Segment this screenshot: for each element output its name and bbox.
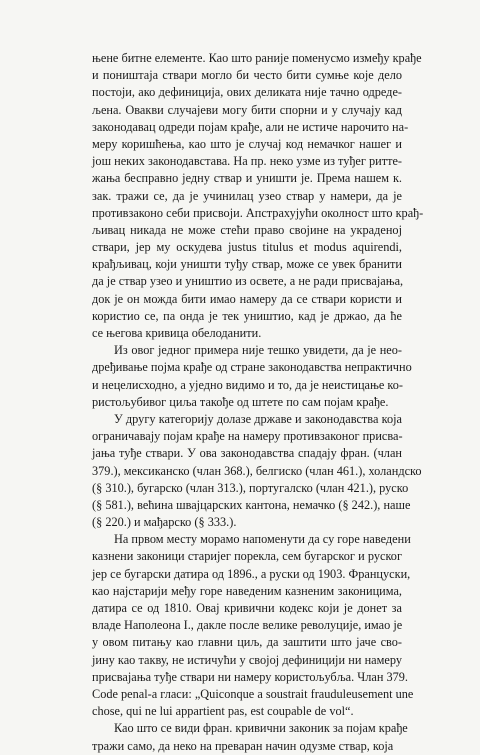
text-line: Из овог једног примера није тешко увидети, да је нео- bbox=[114, 343, 402, 358]
text-line: 379.), мексиканско (члан 368.), белгиско (члан 461.), холандско bbox=[92, 463, 422, 478]
body-text bbox=[92, 50, 424, 755]
paragraph bbox=[92, 342, 412, 411]
text-line: (§ 581.), већина швајцарских кантона, немачко (§ 242.), наше bbox=[92, 497, 411, 512]
text-line: ограничавају појам крађе на намеру противзаконог присва- bbox=[92, 429, 403, 444]
text-line: жања бесправно једну ствар и уништи је. Према нашем к. bbox=[92, 171, 402, 186]
text-line: владе Наполеона I., дакле после велике револуције, имао је bbox=[92, 618, 403, 633]
text-line: противзаконо себи присвоји. Апстрахујући околност што крађ- bbox=[92, 205, 424, 220]
text-line: тражи само, да неко на преваран начин одузме ствар, која bbox=[92, 738, 394, 753]
text-line: јер се бугарски датира од 1896., а руски од 1903. Француски, bbox=[92, 566, 411, 581]
text-line: и нецелисходно, а уједно видимо и то, да је неистицање ко- bbox=[92, 377, 404, 392]
text-line: да је ствар узео и уништио из освете, а не ради присвајања, bbox=[92, 274, 404, 289]
text-line: (§ 220.) и мађарско (§ 333.). bbox=[92, 515, 237, 530]
text-line: постоји, ако дефиниција, ових деликата није тачно одреде- bbox=[92, 85, 402, 100]
text-line: користио се, па онда је тек уништио, кад је држао, да ће bbox=[92, 308, 402, 323]
text-line: датира се од 1810. Овај кривични кодекс који је донет за bbox=[92, 601, 402, 615]
text-line: у овом питању као главни циљ, да заштити што јаче сво- bbox=[92, 635, 402, 650]
text-line: (§ 310.), бугарско (члан 313.), португалско (члан 421.), руско bbox=[92, 480, 409, 495]
text-line: још неких законодавстава. На пр. неко узме из туђег ритте- bbox=[92, 154, 402, 169]
text-line: крађљивац, који уништи туђу ствар, може се увек бранити bbox=[92, 257, 402, 272]
text-line: ристољубивог циља такође од штете по сам појам крађе. bbox=[92, 394, 389, 409]
text-line: зак. тражи се, да је учинилац узео ствар у намери, да је bbox=[92, 188, 402, 203]
paragraph bbox=[92, 720, 408, 754]
text-line: се његова кривица обелоданити. bbox=[92, 326, 262, 340]
text-line: присвајања туђе ствари ни намеру користољубља. Члан 379. bbox=[92, 669, 408, 684]
text-line: chose, qui ne lui appartient pas, est coupable de vol“. bbox=[92, 704, 354, 719]
text-line: казнени законици старијег порекла, сем бугарског и руског bbox=[92, 549, 402, 564]
text-line: У другу категорију долазе државе и законодавства која bbox=[114, 411, 402, 426]
text-line: њене битне елементе. Као што раније поменусмо између крађе bbox=[92, 51, 422, 65]
text-line: На првом месту морамо напоменути да су горе наведени bbox=[114, 532, 411, 547]
text-line: меру коришћења, као што је случај код немачког нашег и bbox=[92, 136, 402, 151]
text-line: јања туђе ствари. У ова законодавства спадају фран. (члан bbox=[92, 446, 402, 461]
paragraph bbox=[92, 50, 424, 342]
text-line: љена. Овакви случајеви могу бити спорни и у случају кад bbox=[92, 102, 402, 117]
text-line: док је он можда бити имао намеру да се ствари користи и bbox=[92, 291, 402, 306]
text-line: као најстарији међу горе наведеним казненим законицима, bbox=[92, 583, 402, 598]
text-line: дређивање појма крађе од стране законодавства непрактично bbox=[92, 360, 412, 375]
text-line: и поништаја ствари могло би често бити сумње које дело bbox=[92, 68, 402, 83]
paragraph bbox=[92, 411, 422, 531]
text-line: Code penal-а гласи: „Quiconque a soustrait frauduleusement une bbox=[92, 686, 414, 701]
text-line: љивац никада не може стећи право својине на украденој bbox=[92, 222, 402, 237]
text-line: Као што се види фран. кривични законик за појам крађе bbox=[114, 721, 408, 736]
text-line: ствари, јер му оскудева justus titulus et modus aquirendi, bbox=[92, 240, 402, 255]
text-line: законодавац одреди појам крађе, али не истиче нарочито на- bbox=[92, 119, 409, 134]
paragraph bbox=[92, 531, 414, 720]
text-line: јину као такву, не истичући у својој дефиницији ни намеру bbox=[92, 652, 402, 667]
